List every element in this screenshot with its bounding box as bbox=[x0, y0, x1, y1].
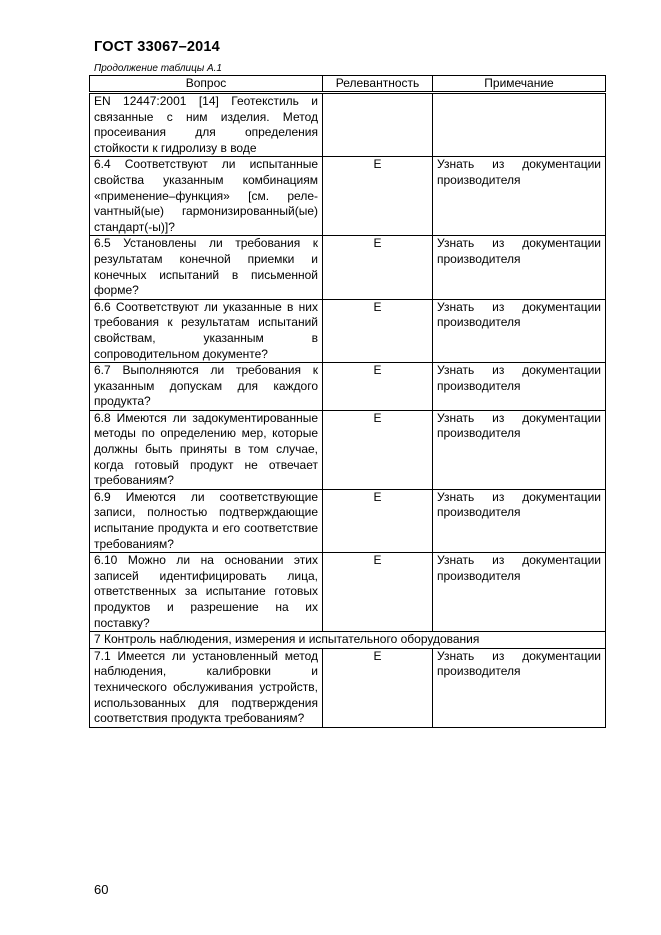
document-title: ГОСТ 33067–2014 bbox=[94, 39, 220, 55]
relevance-cell: Е bbox=[323, 299, 433, 362]
note-cell: Узнать из документации производителя bbox=[433, 648, 606, 727]
table-header-row bbox=[90, 76, 606, 93]
note-cell bbox=[433, 93, 606, 157]
relevance-cell: Е bbox=[323, 157, 433, 236]
question-cell: 6.7 Выполняются ли требования к указанным допускам для каждого продукта? bbox=[90, 363, 323, 411]
question-cell: 6.8 Имеются ли задокументированные методы по определению мер, которые должны быть приняты в том случае, когда готовый продукт не отвечает требованиям? bbox=[90, 410, 323, 489]
table-row bbox=[90, 157, 606, 236]
note-cell: Узнать из документации производителя bbox=[433, 410, 606, 489]
relevance-cell: Е bbox=[323, 236, 433, 299]
question-cell: EN 12447:2001 [14] Геотекстиль и связанные с ним изделия. Метод просеивания для определения стойкости к гидролизу в воде bbox=[90, 93, 323, 157]
section-row bbox=[90, 632, 606, 649]
relevance-cell: Е bbox=[323, 410, 433, 489]
table-row bbox=[90, 299, 606, 362]
table-row bbox=[90, 648, 606, 727]
relevance-cell: Е bbox=[323, 553, 433, 632]
table-row bbox=[90, 236, 606, 299]
question-cell: 6.4 Соответствуют ли испытанные свойства указанным комбинациям «применение–функция» [см. релеvантный(ые) гармонизированный(ые) стандарт(-ы)]? bbox=[90, 157, 323, 236]
relevance-cell: Е bbox=[323, 363, 433, 411]
table-row bbox=[90, 363, 606, 411]
section-heading: 7 Контроль наблюдения, измерения и испытательного оборудования bbox=[90, 632, 606, 649]
table-row bbox=[90, 489, 606, 552]
relevance-cell: Е bbox=[323, 489, 433, 552]
relevance-cell bbox=[323, 93, 433, 157]
question-cell: 6.9 Имеются ли соответствующие записи, полностью подтверждающие испытание продукта и его соответствие требованиям? bbox=[90, 489, 323, 552]
question-cell: 6.10 Можно ли на основании этих записей идентифицировать лица, ответственных за испытание готовых продуктов и разрешение на их поставку? bbox=[90, 553, 323, 632]
table-row bbox=[90, 93, 606, 157]
table-row bbox=[90, 410, 606, 489]
question-cell: 6.6 Соответствуют ли указанные в них требования к результатам испытаний свойствам, указанным в сопроводительном документе? bbox=[90, 299, 323, 362]
note-cell: Узнать из документации производителя bbox=[433, 489, 606, 552]
note-cell: Узнать из документации производителя bbox=[433, 299, 606, 362]
header-question: Вопрос bbox=[90, 76, 323, 93]
note-cell: Узнать из документации производителя bbox=[433, 157, 606, 236]
note-cell: Узнать из документации производителя bbox=[433, 553, 606, 632]
question-cell: 7.1 Имеется ли установленный метод наблюдения, калибровки и технического обслуживания устройств, использованных для подтверждения соответствия продукта требованиям? bbox=[90, 648, 323, 727]
header-relevance: Релевантность bbox=[323, 76, 433, 93]
requirements-table bbox=[89, 75, 606, 728]
note-cell: Узнать из документации производителя bbox=[433, 363, 606, 411]
table-row bbox=[90, 553, 606, 632]
question-cell: 6.5 Установлены ли требования к результатам конечной приемки и конечных испытаний в письменной форме? bbox=[90, 236, 323, 299]
note-cell: Узнать из документации производителя bbox=[433, 236, 606, 299]
header-note: Примечание bbox=[433, 76, 606, 93]
table-caption: Продолжение таблицы А.1 bbox=[94, 63, 222, 74]
relevance-cell: Е bbox=[323, 648, 433, 727]
page-number: 60 bbox=[94, 882, 109, 897]
